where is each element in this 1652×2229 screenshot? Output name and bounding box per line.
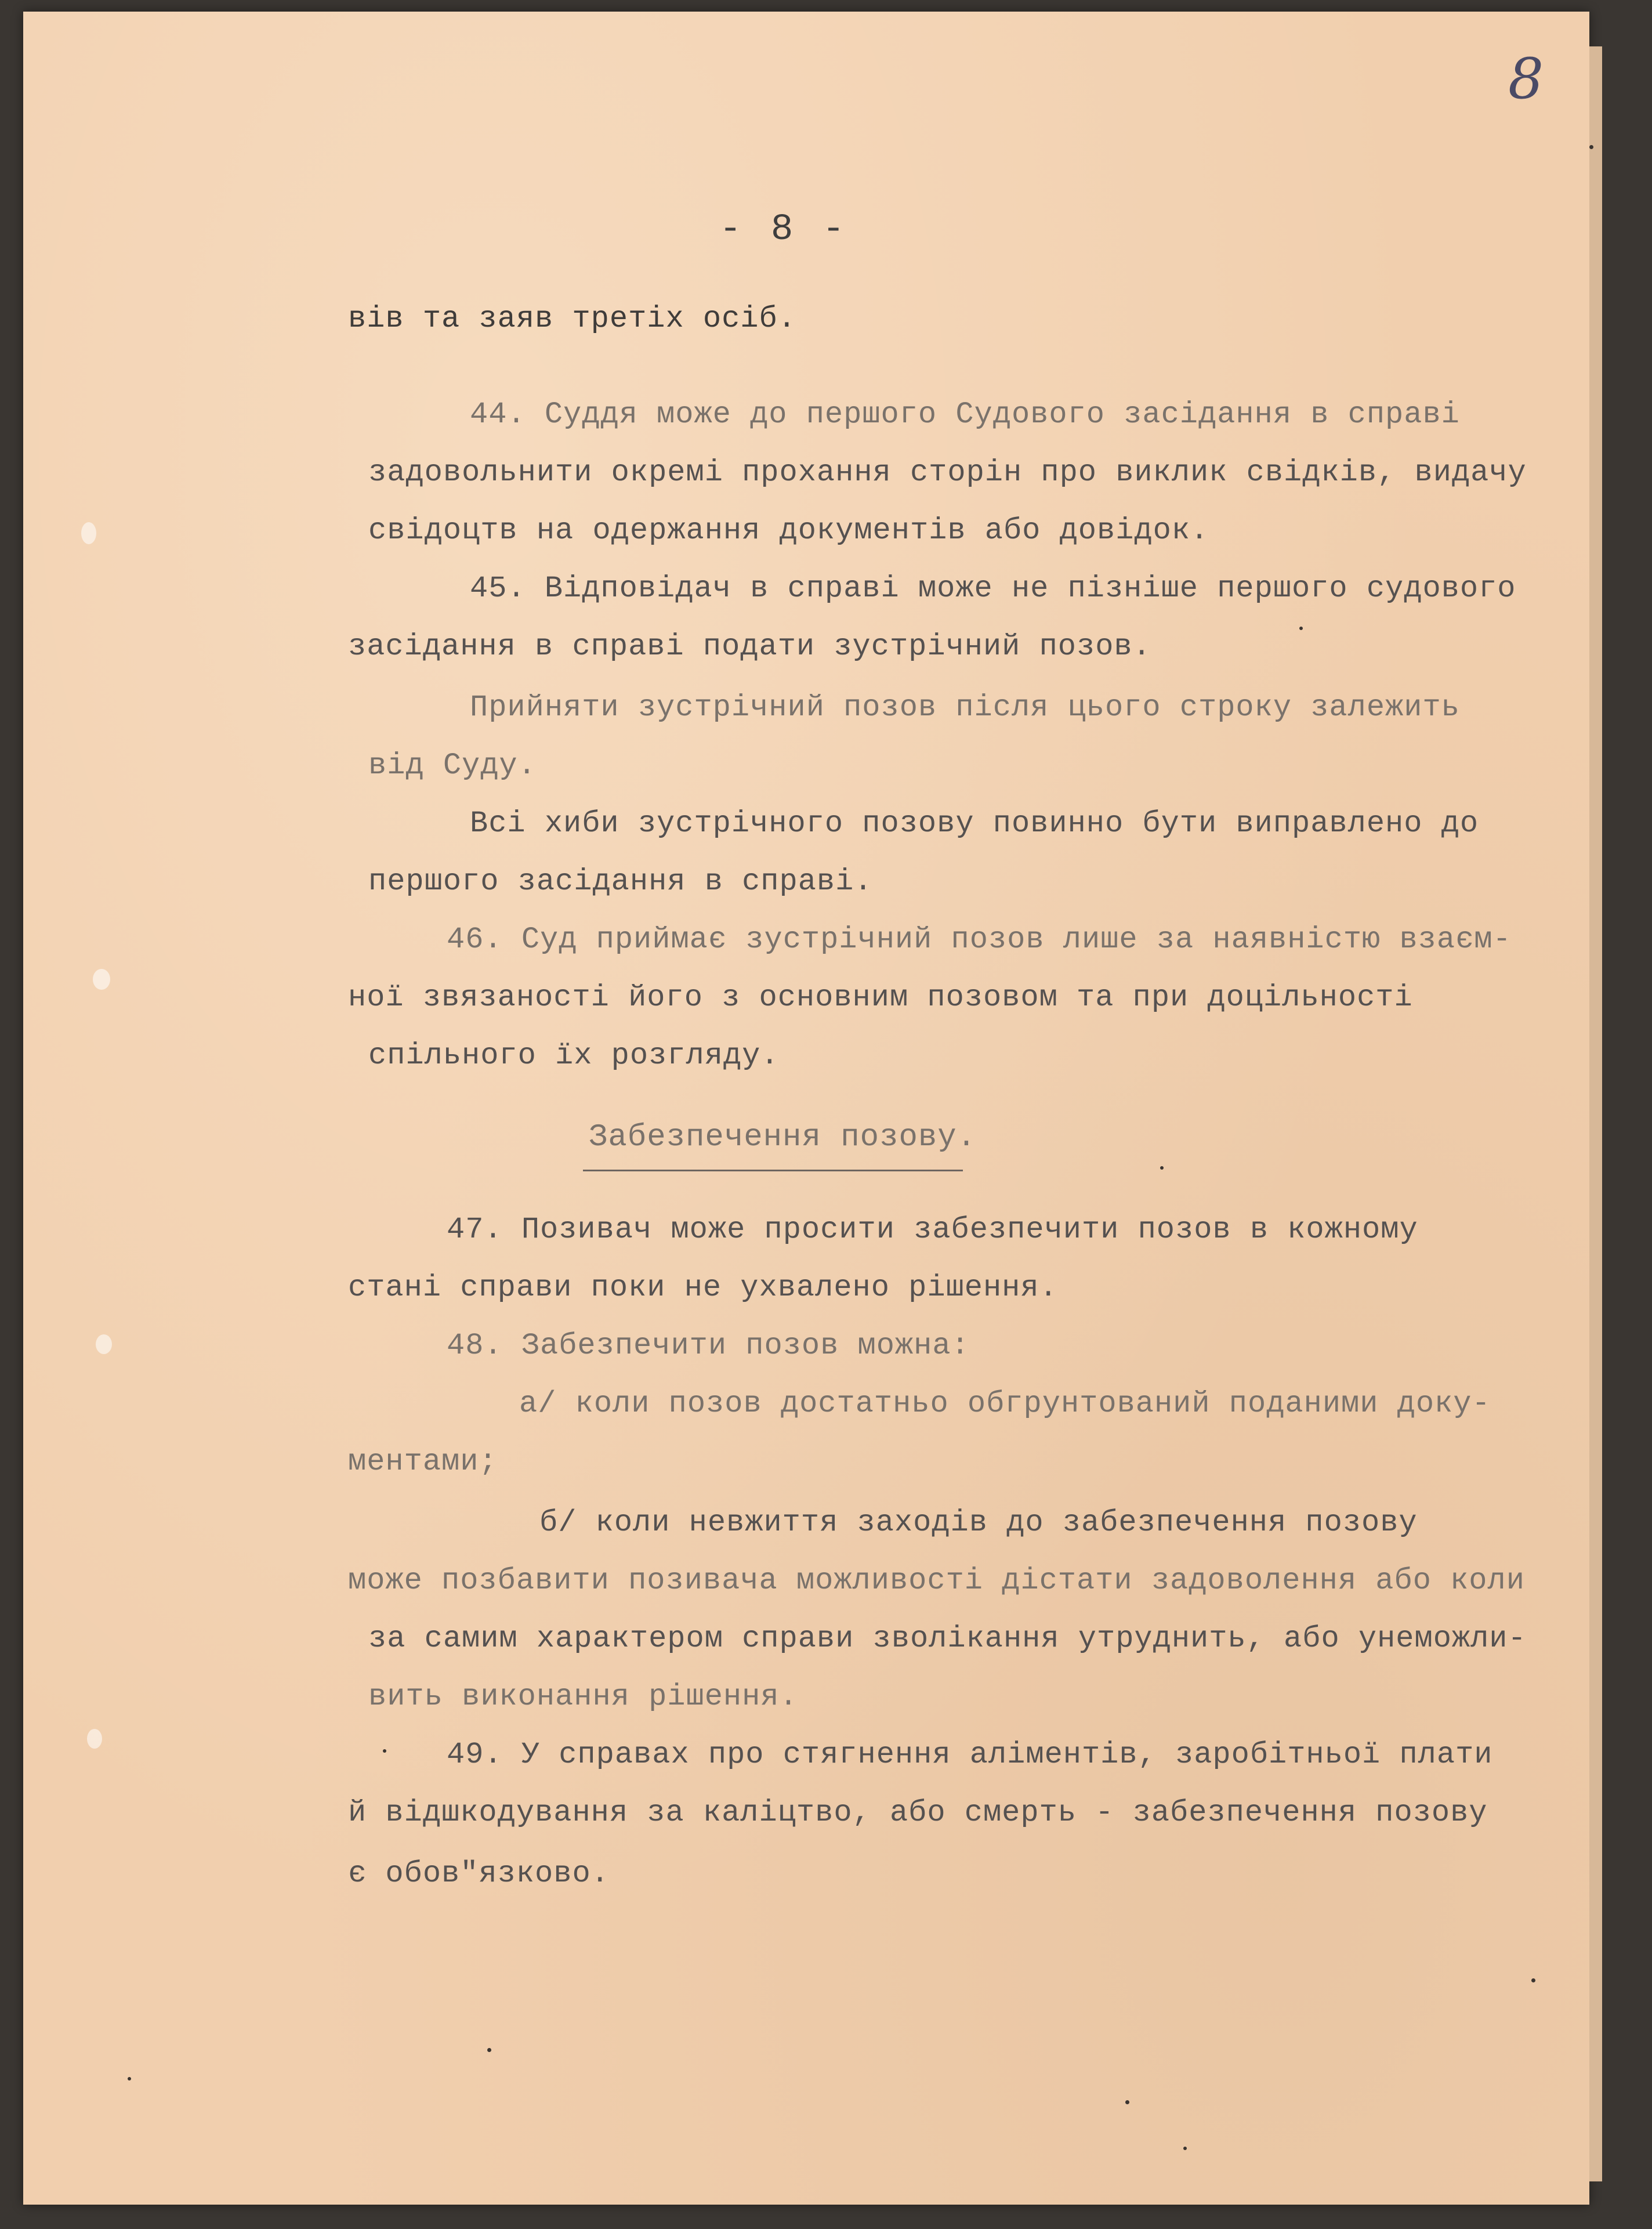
text-line: 47. Позивач може просити забезпечити позов в кожному — [447, 1213, 1418, 1247]
text-line: 49. У справах про стягнення аліментів, заробітньої плати — [447, 1738, 1493, 1772]
page-number: - 8 - — [719, 209, 849, 251]
paper-blemish — [96, 1334, 112, 1354]
paper-speck — [383, 1749, 386, 1753]
text-line: й відшкодування за каліцтво, або смерть - забезпечення позову — [348, 1796, 1488, 1830]
page-edge — [1589, 46, 1602, 2181]
text-line: від Суду. — [368, 748, 537, 783]
text-line: ментами; — [348, 1445, 498, 1479]
text-line: спільного їх розгляду. — [368, 1038, 780, 1073]
paper-blemish — [93, 969, 110, 990]
text-line: 46. Суд приймає зустрічний позов лише за наявністю взаєм- — [447, 922, 1512, 957]
paper-speck — [1183, 2147, 1187, 2150]
text-line: вів та заяв третіх осіб. — [348, 302, 796, 336]
text-line: Прийняти зустрічний позов після цього строку залежить — [470, 690, 1460, 725]
text-line: ної звязаності його з основним позовом та при доцільності — [348, 980, 1413, 1015]
text-line: засідання в справі подати зустрічний позов. — [348, 629, 1151, 664]
text-line: Всі хиби зустрічного позову повинно бути виправлено до — [470, 806, 1479, 841]
text-line: свідоцтв на одержання документів або довідок. — [368, 513, 1209, 548]
text-line: за самим характером справи зволікання утруднить, або унеможли- — [368, 1622, 1527, 1656]
paper-speck — [1589, 145, 1593, 149]
section-heading: Забезпечення позову. — [589, 1120, 977, 1155]
heading-underline — [583, 1170, 963, 1171]
paper-speck — [128, 2077, 131, 2080]
text-line: є обов"язково. — [348, 1857, 610, 1891]
text-line: задовольнити окремі прохання сторін про виклик свідків, видачу — [368, 455, 1527, 490]
paper-speck — [1531, 1978, 1535, 1982]
paper-speck — [1125, 2100, 1129, 2104]
text-line: б/ коли невжиття заходів до забезпечення позову — [539, 1506, 1418, 1540]
document-page — [23, 12, 1589, 2205]
archive-sheet-number: 8 — [1508, 46, 1544, 111]
paper-blemish — [81, 522, 96, 544]
paper-blemish — [87, 1729, 102, 1749]
text-line: вить виконання рішення. — [368, 1680, 798, 1714]
text-line: може позбавити позивача можливості дістати задоволення або коли — [348, 1564, 1525, 1598]
text-line: 44. Суддя може до першого Судового засідання в справі — [470, 397, 1460, 432]
text-line: а/ коли позов достатньо обгрунтований поданими доку- — [519, 1387, 1491, 1421]
text-line: першого засідання в справі. — [368, 864, 873, 899]
paper-speck — [1299, 627, 1303, 630]
paper-speck — [487, 2048, 491, 2052]
text-line: 45. Відповідач в справі може не пізніше першого судового — [470, 571, 1516, 606]
paper-speck — [1160, 1166, 1164, 1170]
text-line: стані справи поки не ухвалено рішення. — [348, 1271, 1058, 1305]
text-line: 48. Забезпечити позов можна: — [447, 1329, 970, 1363]
